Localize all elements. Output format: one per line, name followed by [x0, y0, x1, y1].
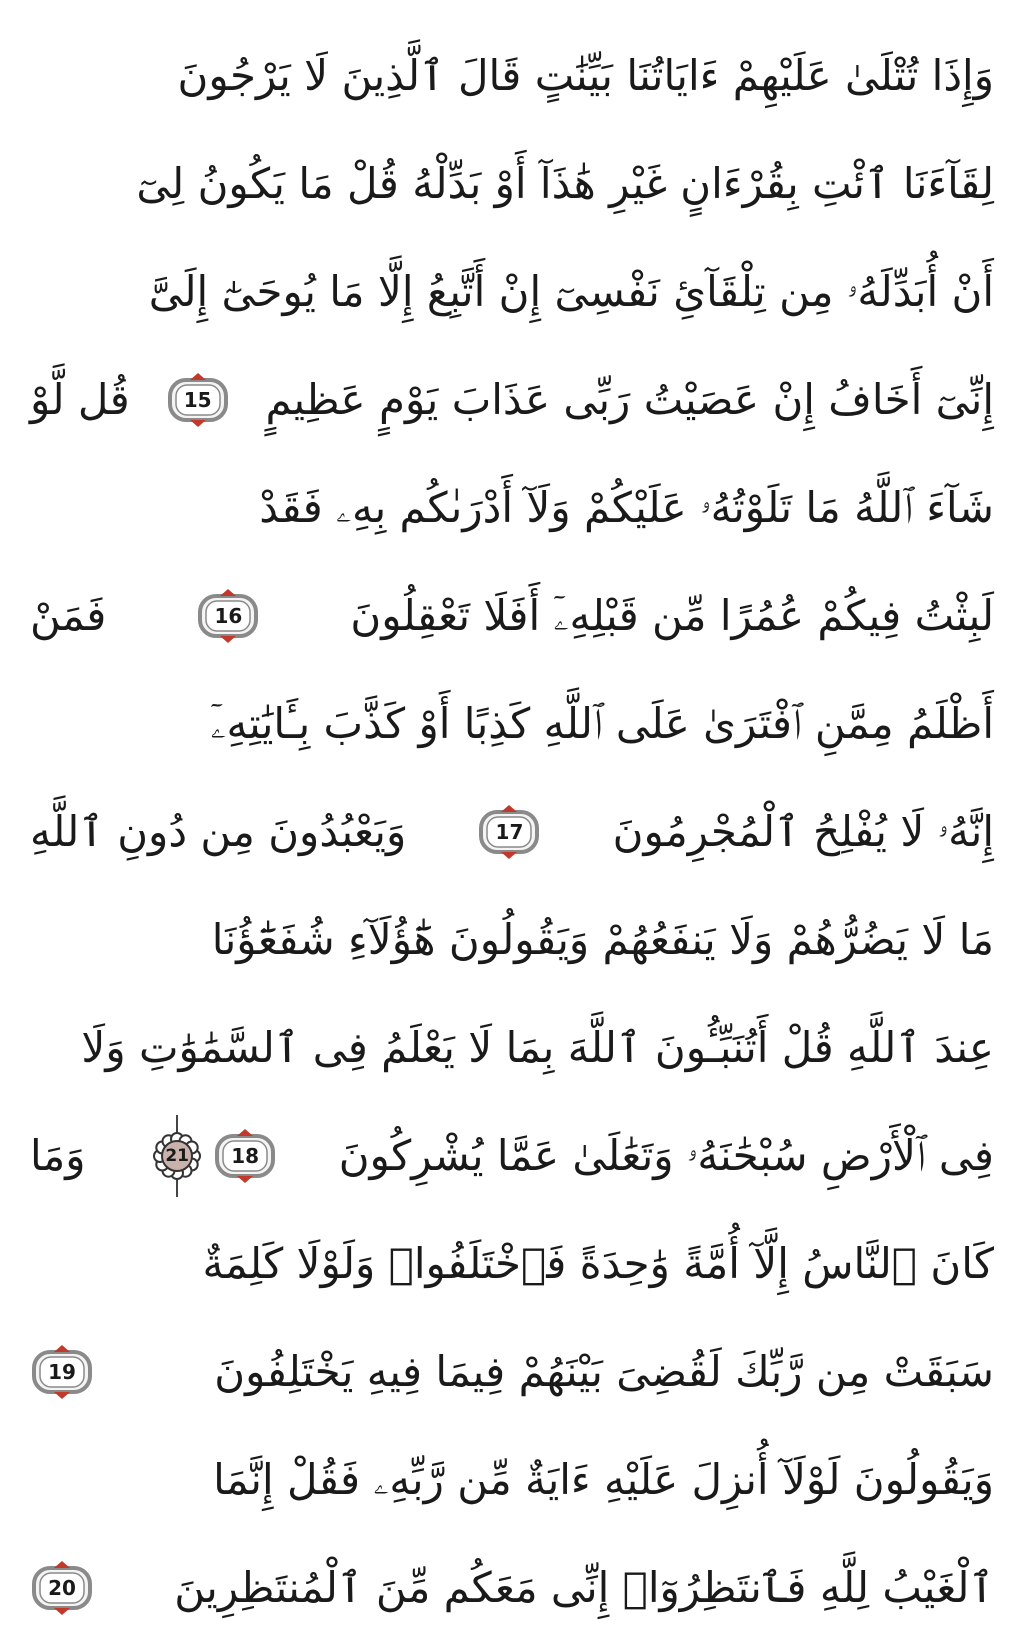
ayah-number: 19 — [48, 1360, 76, 1384]
text-line — [30, 454, 994, 562]
verse-text: أَظْلَمُ مِمَّنِ ٱفْتَرَىٰ عَلَى ٱللَّهِ كَذِبًا أَوْ كَذَّبَ بِـَٔايَٰتِهِۦٓ — [210, 698, 994, 748]
text-line — [30, 994, 994, 1102]
text-line — [30, 778, 994, 886]
text-line — [30, 562, 994, 670]
verse-text: وَمَا — [30, 1130, 86, 1180]
verse-text: شَآءَ ٱللَّهُ مَا تَلَوْتُهُۥ عَلَيْكُمْ وَلَآ أَدْرَىٰكُم بِهِۦ فَقَدْ — [259, 482, 994, 532]
verse-text: كَانَ ٱلنَّاسُ إِلَّآ أُمَّةً وَٰحِدَةً فَٱخْتَلَفُوا۟ وَلَوْلَا كَلِمَةٌ — [202, 1238, 994, 1288]
ayah-end-group — [477, 804, 541, 860]
text-line — [30, 670, 994, 778]
verse-text: عِندَ ٱللَّهِ قُلْ أَتُنَبِّـُٔونَ ٱللَّهَ بِمَا لَا يَعْلَمُ فِى ٱلسَّمَٰوَٰتِ وَلَا — [81, 1022, 994, 1072]
verse-text: لَبِثْتُ فِيكُمْ عُمُرًا مِّن قَبْلِهِۦٓ أَفَلَا تَعْقِلُونَ — [350, 590, 994, 640]
verse-text: ٱلْغَيْبُ لِلَّهِ فَٱنتَظِرُوٓا۟ إِنِّى مَعَكُم مِّنَ ٱلْمُنتَظِرِينَ — [174, 1562, 994, 1612]
verse-text: لِقَآءَنَا ٱئْتِ بِقُرْءَانٍ غَيْرِ هَٰذَآ أَوْ بَدِّلْهُ قُلْ مَا يَكُونُ لِىٓ — [136, 158, 994, 208]
verse-text: إِنِّىٓ أَخَافُ إِنْ عَصَيْتُ رَبِّى عَذَابَ يَوْمٍ عَظِيمٍ — [265, 374, 994, 424]
verse-text: وَإِذَا تُتْلَىٰ عَلَيْهِمْ ءَايَاتُنَا بَيِّنَٰتٍ قَالَ ٱلَّذِينَ لَا يَرْجُونَ — [177, 50, 994, 100]
verse-text: فَمَنْ — [30, 590, 107, 640]
verse-text: مَا لَا يَضُرُّهُمْ وَلَا يَنفَعُهُمْ وَيَقُولُونَ هَٰٓؤُلَآءِ شُفَعَٰٓؤُنَا — [211, 914, 994, 964]
text-line — [30, 346, 994, 454]
text-line — [30, 1210, 994, 1318]
ayah-number-marker — [213, 1128, 277, 1184]
text-line — [30, 1102, 994, 1210]
ayah-number: 16 — [214, 604, 243, 628]
ayah-number: 20 — [48, 1576, 76, 1600]
ayah-number-marker — [477, 804, 541, 860]
text-line — [30, 22, 994, 130]
verse-text: قُل لَّوْ — [30, 374, 130, 424]
ayah-number: 17 — [495, 820, 524, 844]
hizb-quarter-marker — [147, 1113, 207, 1199]
hizb-number: 21 — [165, 1146, 189, 1166]
ayah-number-marker — [196, 588, 260, 644]
verse-text: وَيَقُولُونَ لَوْلَآ أُنزِلَ عَلَيْهِ ءَايَةٌ مِّن رَّبِّهِۦ فَقُلْ إِنَّمَا — [213, 1454, 994, 1504]
ayah-end-group — [30, 1344, 94, 1400]
verse-text: فِى ٱلْأَرْضِ سُبْحَٰنَهُۥ وَتَعَٰلَىٰ عَمَّا يُشْرِكُونَ — [338, 1130, 994, 1180]
text-line — [30, 238, 994, 346]
ayah-number: 18 — [231, 1144, 260, 1168]
ayah-number: 15 — [183, 388, 212, 412]
verse-text: أَنْ أُبَدِّلَهُۥ مِن تِلْقَآئِ نَفْسِىٓ إِنْ أَتَّبِعُ إِلَّا مَا يُوحَىٰٓ إِلَىَّ — [148, 266, 994, 316]
text-line — [30, 886, 994, 994]
text-line — [30, 130, 994, 238]
text-line — [30, 1426, 994, 1534]
ayah-end-group — [30, 1560, 94, 1616]
ayah-number-marker — [30, 1344, 94, 1400]
verse-text: سَبَقَتْ مِن رَّبِّكَ لَقُضِىَ بَيْنَهُمْ فِيمَا فِيهِ يَخْتَلِفُونَ — [214, 1346, 994, 1396]
ayah-end-group — [196, 588, 260, 644]
ayah-end-group — [166, 372, 230, 428]
ayah-number-marker — [166, 372, 230, 428]
ayah-number-marker — [30, 1560, 94, 1616]
ayah-end-group — [147, 1113, 277, 1199]
text-line — [30, 1534, 994, 1642]
verse-text: إِنَّهُۥ لَا يُفْلِحُ ٱلْمُجْرِمُونَ — [612, 806, 994, 856]
text-line — [30, 1318, 994, 1426]
verse-text: وَيَعْبُدُونَ مِن دُونِ ٱللَّهِ — [30, 806, 407, 856]
